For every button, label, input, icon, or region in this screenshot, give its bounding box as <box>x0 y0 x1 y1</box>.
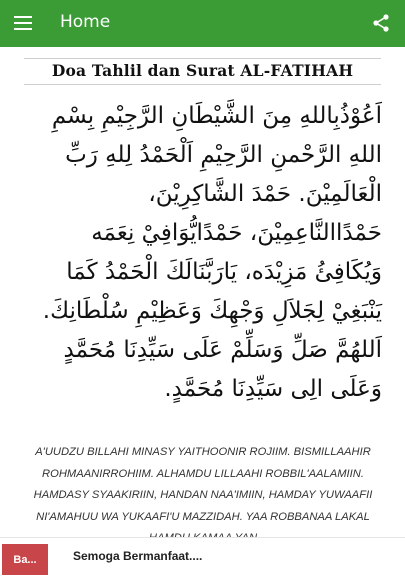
arabic-text: اَعُوْذُبِاللهِ مِنَ الشَّيْطَانِ الرَّجِيْمِ بِسْمِ اللهِ الرَّحْمنِ الرَّحِيْمِ اَلْحَمْدُ لِلهِ رَبِّ الْعَالَمِيْنَ. حَمْدَ الشَّاكِرِيْنَ، حَمْدًاالنَّاعِمِيْنَ، حَمْدًايُّوَافِيْ نِعَمَه وَيُكَافِئُ مَزِيْدَه، يَارَبَّنَالَكَ الْحَمْدُ كَمَا يَنْبَغِيْ لِجَلاَلِ وَجْهِكَ وَعَظِيْمِ سُلْطَانِكَ. اَللهُمَّ صَلِّ وَسَلِّمْ عَلَى سَيِّدِنَا مُحَمَّدٍ وَعَلَى الِى سَيِّدِنَا مُحَمَّدٍ. <box>42 103 382 402</box>
app-bar <box>0 0 405 47</box>
page-title: Home <box>60 12 111 32</box>
back-button[interactable]: Ba... <box>2 544 48 575</box>
banner-text: Semoga Bermanfaat.... <box>73 549 203 563</box>
share-icon[interactable] <box>371 13 391 33</box>
hamburger-menu-icon[interactable] <box>14 16 32 30</box>
document-title: Doa Tahlil dan Surat AL-FATIHAH <box>24 61 381 85</box>
bottom-banner <box>0 537 405 583</box>
divider <box>24 58 381 59</box>
latin-transliteration: A'UUDZU BILLAHI MINASY YAITHOONIR ROJIIM. BISMILLAAHIR ROHMAANIRROHIIM. ALHAMDU LILLAAHI ROBBIL'AALAMIIN. HAMDASY SYAAKIRIIN, HANDAN NAA'IMIIN, HAMDAY YUWAAFII NI'AMAHUU WA YUKAAFI'U MAZZIDAH. YAA ROBBANAA LAKAL <box>33 446 373 523</box>
content-area[interactable] <box>0 47 405 537</box>
